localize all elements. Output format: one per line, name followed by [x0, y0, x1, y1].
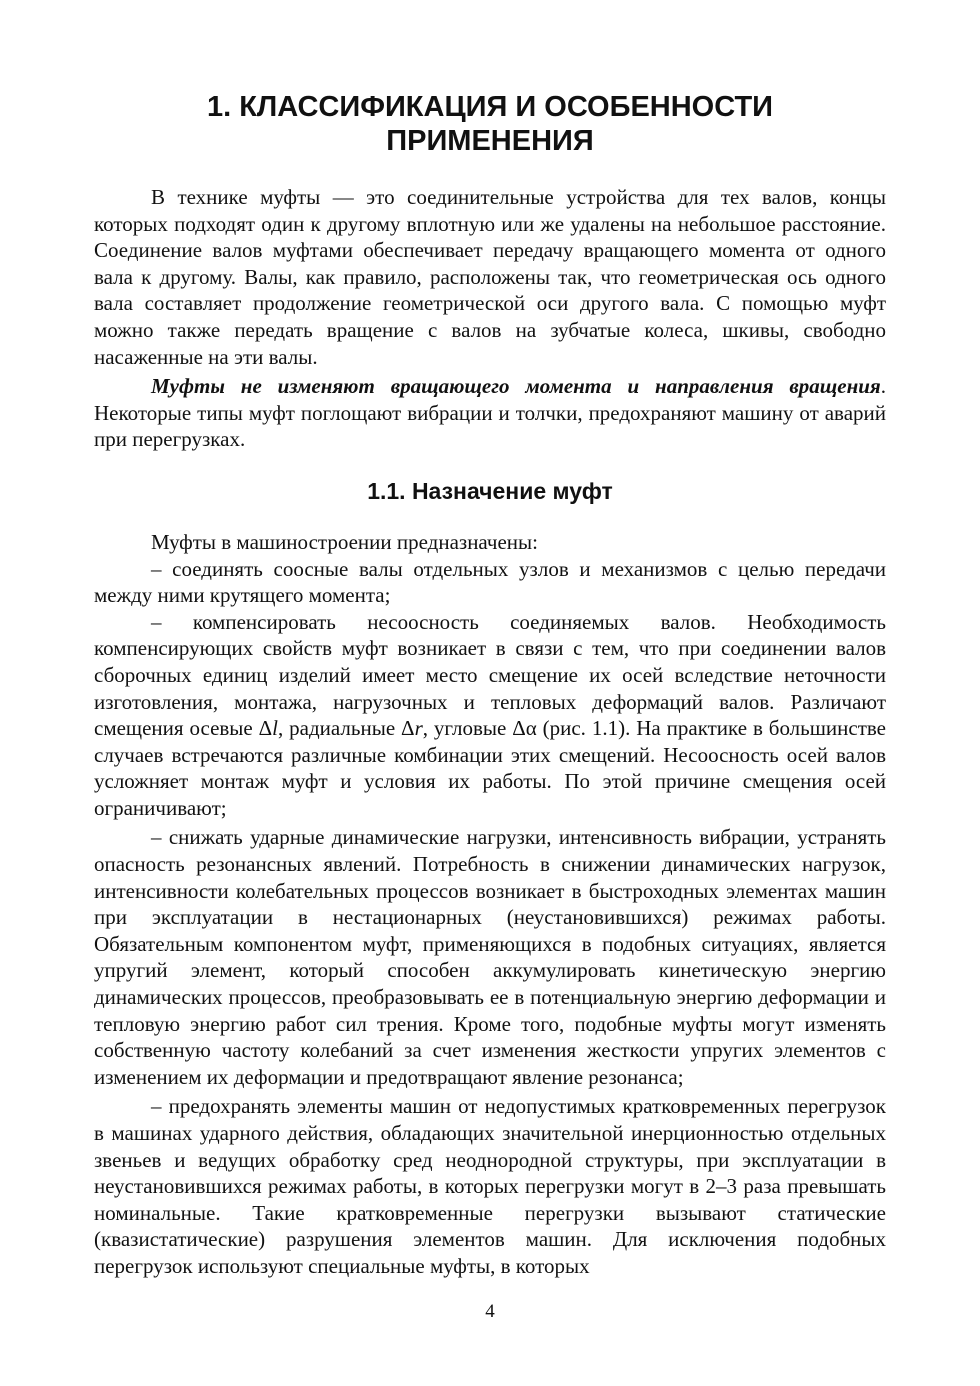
intro-paragraph-2-rest: . Некоторые типы муфт поглощают вибрации и толчки, предохраняют машину от аварий при перегрузках.: [94, 374, 886, 452]
list-item-2-part-1: – компенсировать несоосность соединяемых валов. Необходимость компенсирующих свойств муфт возникает в связи с тем, что при соединении валов сборочных единиц изделий имеет место смещение их осей вследствие неточности изготовления, монтажа, нагрузочных и тепловых деформаций валов. Различают смещения осевые Δ: [94, 609, 886, 741]
page-content: [94, 90, 886, 1280]
list-item-3: – снижать ударные динамические нагрузки, интенсивность вибрации, устранять опасность резонансных явлений. Потребность в снижении динамических нагрузок, интенсивности колебательных процессов возникает в быстроходных элементах машин при эксплуатации в нестационарных (неустановившихся) режимах работы. Обязательным компонентом муфт, применяющихся в подобных ситуациях, является упругий элемент, который способен аккумулировать кинетическую энергию динамических процессов, преобразовывать ее в потенциальную энергию деформации и тепловую энергию работ сил трения. Кроме того, подобные муфты могут изменять собственную частоту колебаний за счет изменения жесткости упругих элементов с изменением их деформации и предотвращают явление резонанса;: [94, 825, 886, 1089]
symbol-l: l: [272, 716, 278, 741]
intro-paragraph-2: [94, 373, 886, 453]
page-number: 4: [485, 1301, 495, 1322]
list-item-1: – соединять соосные валы отдельных узлов и механизмов с целью передачи между ними крутящего момента;: [94, 556, 886, 608]
list-item-2: [94, 609, 886, 822]
chapter-title-line-2: ПРИМЕНЕНИЯ: [386, 125, 594, 157]
list-item-2-part-3: , угловые Δα (рис. 1.1). На практике в большинстве случаев встречаются различные комбинации этих смещений. Несоосность осей валов усложняет монтаж муфт и условия их работы. По этой причине смещения осей ограничивают;: [94, 716, 886, 820]
section-title: 1.1. Назначение муфт: [367, 477, 613, 504]
intro-emphasis-text: Муфты не изменяют вращающего момента и направления вращения: [151, 374, 881, 399]
chapter-title: [94, 90, 886, 158]
list-item-4: – предохранять элементы машин от недопустимых кратковременных перегрузок в машинах ударного действия, обладающих значительной инерционностью отдельных звеньев и ведущих обработку сред неоднородной структуры, при эксплуатации в неустановившихся режимах работы, в которых перегрузки могут в 2–3 раза превышать номинальные. Такие кратковременные перегрузки вызывают статические (квазистатические) разрушения элементов машин. Для исключения подобных перегрузок используют специальные муфты, в которых: [94, 1094, 886, 1278]
intro-paragraph-1: В технике муфты — это соединительные устройства для тех валов, концы которых подходят один к другому вплотную или же удалены на небольшое расстояние. Соединение валов муфтами обеспечивает передачу вращающего момента от одного вала к другому. Валы, как правило, расположены так, что геометрическая ось одного вала составляет продолжение геометрической оси другого вала. С помощью муфт можно также передать вращение с валов на зубчатые колеса, шкивы, свободно насаженные на эти валы.: [94, 185, 886, 369]
chapter-title-line-1: 1. КЛАССИФИКАЦИЯ И ОСОБЕННОСТИ: [206, 91, 774, 123]
list-item-2-part-2: , радиальные Δ: [278, 716, 415, 741]
section-lead: Муфты в машиностроении предназначены:: [151, 529, 538, 554]
symbol-r: r: [414, 716, 423, 741]
